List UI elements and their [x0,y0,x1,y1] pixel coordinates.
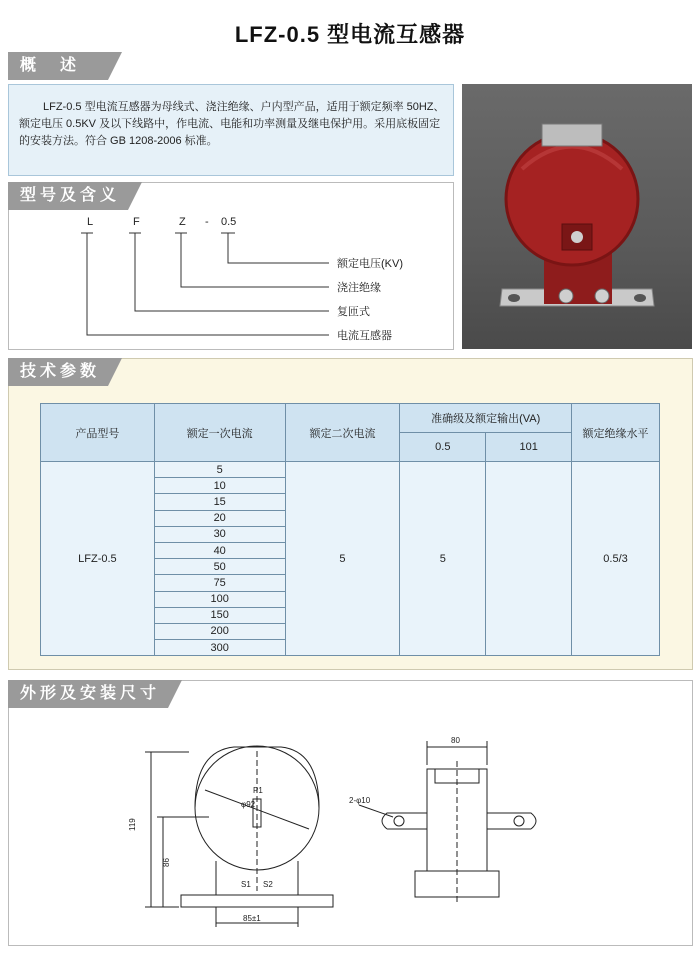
section-header-dimensions: 外形及安装尺寸 [8,680,168,708]
dimension-drawing [9,681,694,947]
meaning-cast-insulation: 浇注绝缘 [337,282,381,294]
dim-holes-label: 2-φ10 [349,796,371,805]
cell-primary-current: 40 [154,542,285,558]
section-header-overview: 概 述 [8,52,108,80]
th-model: 产品型号 [41,404,155,462]
dim-119-label: 119 [128,818,137,831]
model-letter-voltage: 0.5 [221,216,237,228]
overview-text: LFZ-0.5 型电流互感器为母线式、浇注绝缘、户内型产品，适用于额定频率 50HZ、额定电压 0.5KV 及以下线路中，作电流、电能和功率测量及继电保护用。采用底板固定的安装方法。符合 GB 1208-2006 标准。 [19,101,445,147]
cell-insulation: 0.5/3 [572,462,660,656]
product-photo [462,84,692,349]
cell-primary-current: 30 [154,526,285,542]
section-header-model: 型号及含义 [8,182,128,210]
dim-phi92-label: φ92 [241,800,256,809]
overview-panel [8,84,454,176]
dim-86-label: 86 [162,858,171,867]
cell-primary-current: 5 [154,462,285,478]
meaning-multi-turn: 复匝式 [337,306,370,318]
model-letter-z: Z [179,216,186,228]
cell-primary-current: 200 [154,623,285,639]
meaning-rated-voltage: 额定电压(KV) [337,258,403,270]
meaning-current-transformer: 电流互感器 [337,330,392,342]
th-insulation: 额定绝缘水平 [572,404,660,462]
th-accuracy: 准确级及额定输出(VA) [400,404,572,433]
th-acc-05: 0.5 [400,433,486,462]
dim-80-label: 80 [451,736,460,745]
terminal-p1-label: P1 [253,786,263,795]
dim-85-label: 85±1 [243,914,261,923]
model-letter-f: F [133,216,140,228]
cell-primary-current: 300 [154,640,285,656]
cell-primary-current: 20 [154,510,285,526]
section-header-tech: 技术参数 [8,358,108,386]
terminal-s2-label: S2 [263,880,273,889]
model-letter-l: L [87,216,94,228]
cell-acc-05: 5 [400,462,486,656]
cell-primary-current: 150 [154,607,285,623]
model-letter-dash: - [205,216,209,228]
cell-primary-current: 15 [154,494,285,510]
cell-primary-current: 75 [154,575,285,591]
cell-primary-current: 10 [154,478,285,494]
cell-secondary: 5 [285,462,400,656]
th-acc-101: 101 [486,433,572,462]
spec-table [40,403,660,656]
cell-primary-current: 100 [154,591,285,607]
dimensions-panel [8,680,693,946]
th-primary: 额定一次电流 [154,404,285,462]
terminal-s1-label: S1 [241,880,251,889]
cell-acc-101 [486,462,572,656]
document-title: LFZ-0.5 型电流互感器 [234,22,466,47]
cell-model: LFZ-0.5 [41,462,155,656]
th-secondary: 额定二次电流 [285,404,400,462]
cell-primary-current: 50 [154,559,285,575]
